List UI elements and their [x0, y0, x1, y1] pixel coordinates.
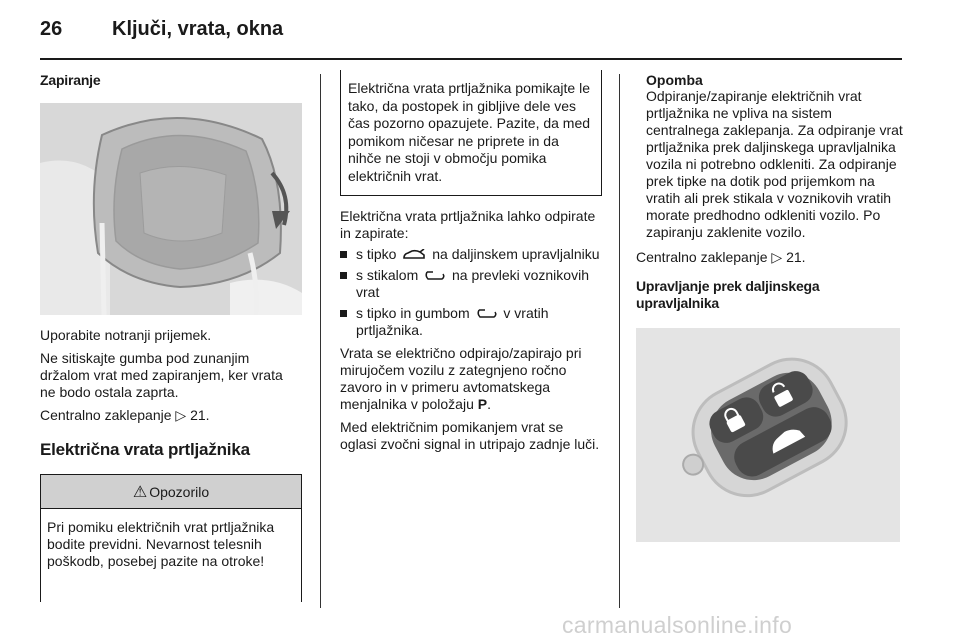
- subhead-remote-control: Upravljanje prek daljinskega upravljalnika: [636, 278, 820, 311]
- tailgate-photo: [40, 103, 302, 315]
- bullet-square: [340, 272, 347, 279]
- page-title: Ključi, vrata, okna: [112, 18, 284, 40]
- list-item: s tipko in gumbom v vratih prtljažnika.: [340, 305, 602, 339]
- remote-key-photo: [636, 328, 900, 542]
- warning-title: Opozorilo: [149, 483, 210, 500]
- paragraph-signal: Med električnim pomikanjem vrat se oglasi zvočni signal in utripajo zadnje luči.: [340, 419, 600, 452]
- header-rule: [40, 58, 902, 60]
- list-item: s stikalom na prevleki voznikovih vrat: [340, 267, 602, 301]
- note-body: Odpiranje/zapiranje električnih vrat prtljažnika ne vpliva na sistem centralnega zaklepanja. Za odpiranje vrat prtljažnika prek daljinskega upravljalnika vozila ni potrebno odkleniti. Za odpiranje prek tipke na dotik pod prijemkom na vratih ali prek stikala v voznikovih vratih morate predhodno odkleniti vozilo. Po zapiranju zaklenite vozilo.: [646, 88, 903, 240]
- trunk-switch-icon: [424, 270, 446, 282]
- section-title-power-tailgate: Električna vrata prtljažnika: [40, 440, 250, 459]
- warning-continued-text: Električna vrata prtljažnika pomikajte le tako, da postopek in gibljive dele ves čas pozorno opazujete. Pazite, da med pomikom ničesar ne priprete in da nihče ne stoji v območju pomika električnih vrat.: [348, 80, 591, 184]
- bullet-square: [340, 251, 347, 258]
- column-1: [40, 72, 302, 602]
- paragraph-central-locking-ref: Centralno zaklepanje ▷ 21.: [40, 407, 210, 423]
- paragraph-conditions: Vrata se električno odpirajo/zapirajo pri mirujočem vozilu z zategnjeno ročno zavoro in v primeru avtomatskega menjalnika v položaju P.: [340, 345, 582, 412]
- warning-title-bar: [41, 475, 301, 509]
- paragraph-inner-handle: Uporabite notranji prijemek.: [40, 327, 212, 343]
- methods-list: [340, 246, 602, 339]
- subhead-closing: Zapiranje: [40, 72, 101, 88]
- page-ref-link[interactable]: 21.: [786, 249, 806, 265]
- column-3: [636, 72, 904, 542]
- paragraph-button-warning: Ne sitiskajte gumba pod zunanjim držalom vrat med zapiranjem, ker vrata ne bodo ostala zaprta.: [40, 350, 283, 400]
- warning-body: Pri pomiku električnih vrat prtljažnika bodite previdni. Nevarnost telesnih poškodb, posebej pazite na otroke!: [47, 519, 275, 569]
- paragraph-open-close-methods: Električna vrata prtljažnika lahko odpirate in zapirate:: [340, 208, 596, 241]
- column-divider: [619, 74, 620, 608]
- page-header: [40, 18, 920, 48]
- list-item: s tipko na daljinskem upravljalniku: [340, 246, 602, 263]
- page-ref-icon: ▷: [771, 249, 783, 265]
- bullet-square: [340, 310, 347, 317]
- page-number: 26: [40, 18, 63, 40]
- car-trunk-icon: [402, 249, 426, 261]
- page-ref-link[interactable]: 21.: [190, 407, 210, 423]
- trunk-switch-icon: [476, 308, 498, 320]
- column-2: [340, 72, 602, 453]
- note-block: [636, 72, 904, 241]
- warning-box-continued: [340, 70, 602, 196]
- paragraph-central-locking-ref: Centralno zaklepanje ▷ 21.: [636, 249, 806, 265]
- page-ref-icon: ▷: [175, 407, 187, 423]
- watermark: carmanualsonline.info: [562, 612, 793, 638]
- warning-triangle-icon: ⚠: [132, 483, 148, 501]
- warning-box: [40, 474, 302, 602]
- column-divider: [320, 74, 321, 608]
- note-title: Opomba: [646, 72, 703, 88]
